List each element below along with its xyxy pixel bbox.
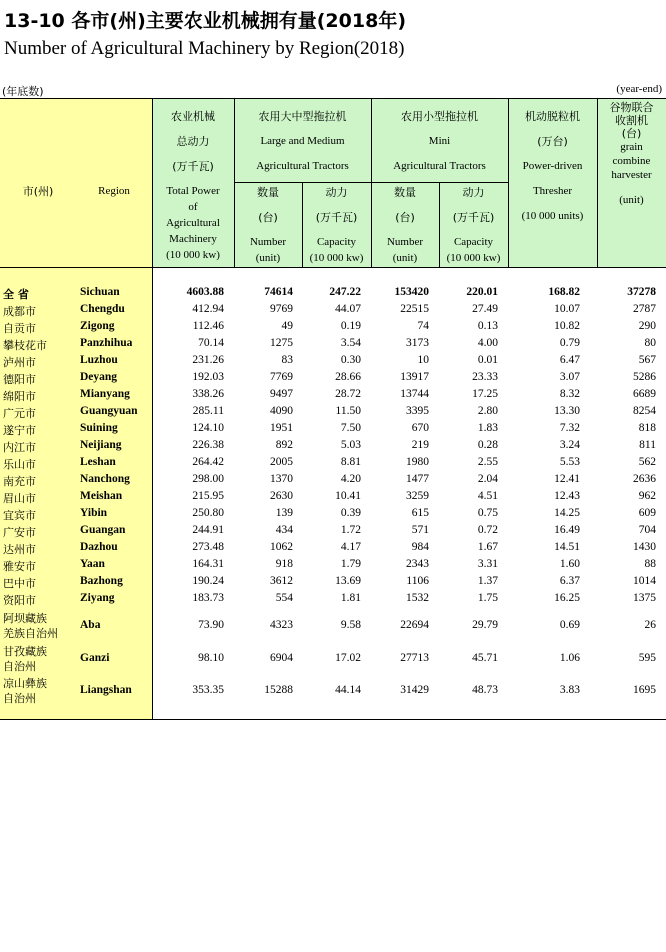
row-value: 264.42 bbox=[192, 456, 224, 468]
row-value: 6904 bbox=[270, 652, 293, 664]
row-region-en: Liangshan bbox=[80, 684, 132, 696]
row-value: 45.71 bbox=[472, 652, 498, 664]
row-value: 1.75 bbox=[477, 592, 498, 604]
row-value: 3.83 bbox=[559, 684, 580, 696]
row-value: 2005 bbox=[270, 456, 293, 468]
row-value: 2630 bbox=[270, 490, 293, 502]
row-city-cn: 自贡市 bbox=[3, 322, 36, 335]
row-city-cn: 资阳市 bbox=[3, 594, 36, 607]
row-value: 1.06 bbox=[559, 652, 580, 664]
row-city-cn: 凉山彝族 自治州 bbox=[3, 677, 47, 705]
row-region-en: Panzhihua bbox=[80, 337, 133, 349]
header-thresher: 机动脱粒机 (万台) Power-driven Thresher (10 000 units) bbox=[521, 110, 584, 222]
row-value: 17.02 bbox=[335, 652, 361, 664]
row-value: 13744 bbox=[400, 388, 429, 400]
row-value: 0.39 bbox=[340, 507, 361, 519]
header-region: Region bbox=[98, 185, 130, 197]
row-value: 892 bbox=[275, 439, 293, 451]
row-value: 3.24 bbox=[559, 439, 580, 451]
row-city-cn: 攀枝花市 bbox=[3, 339, 47, 352]
row-value: 1275 bbox=[270, 337, 293, 349]
unit-note-left: (年底数) bbox=[2, 85, 44, 98]
row-value: 44.07 bbox=[335, 303, 361, 315]
row-value: 10.07 bbox=[554, 303, 580, 315]
row-value: 8.32 bbox=[559, 388, 580, 400]
row-value: 13917 bbox=[400, 371, 429, 383]
row-value: 0.75 bbox=[477, 507, 498, 519]
row-value: 10.41 bbox=[335, 490, 361, 502]
header-large-medium-tractors: 农用大中型拖拉机 Large and Medium Agricultural Tractors bbox=[256, 110, 349, 172]
row-value: 298.00 bbox=[192, 473, 224, 485]
row-value: 3395 bbox=[406, 405, 429, 417]
row-value: 0.19 bbox=[340, 320, 361, 332]
page-title-cn: 13-10 各市(州)主要农业机械拥有量(2018年) bbox=[4, 10, 406, 32]
row-value: 609 bbox=[638, 507, 656, 519]
row-value: 37278 bbox=[627, 286, 656, 298]
row-city-cn: 内江市 bbox=[3, 441, 36, 454]
row-value: 3.54 bbox=[340, 337, 361, 349]
header-harvester: 谷物联合 收割机 (台) grain combine harvester (unit) bbox=[609, 101, 654, 206]
header-mini-capacity: 动力 (万千瓦) Capacity (10 000 kw) bbox=[446, 186, 501, 264]
row-value: 80 bbox=[644, 337, 656, 349]
row-value: 0.01 bbox=[477, 354, 498, 366]
row-value: 231.26 bbox=[192, 354, 224, 366]
unit-note-right: (year-end) bbox=[616, 83, 662, 95]
row-value: 0.72 bbox=[477, 524, 498, 536]
row-value: 7.32 bbox=[559, 422, 580, 434]
row-value: 1.81 bbox=[340, 592, 361, 604]
row-value: 1.72 bbox=[340, 524, 361, 536]
row-value: 811 bbox=[639, 439, 656, 451]
row-value: 7.50 bbox=[340, 422, 361, 434]
table-bottom-rule bbox=[0, 719, 666, 720]
row-value: 244.91 bbox=[192, 524, 224, 536]
row-city-cn: 德阳市 bbox=[3, 373, 36, 386]
row-value: 1.67 bbox=[477, 541, 498, 553]
row-value: 4.00 bbox=[477, 337, 498, 349]
row-value: 5.53 bbox=[559, 456, 580, 468]
row-value: 88 bbox=[644, 558, 656, 570]
row-value: 12.41 bbox=[554, 473, 580, 485]
row-value: 83 bbox=[281, 354, 293, 366]
row-value: 2.55 bbox=[477, 456, 498, 468]
header-lm-number: 数量 (台) Number (unit) bbox=[249, 186, 287, 264]
row-value: 273.48 bbox=[192, 541, 224, 553]
row-value: 29.79 bbox=[472, 619, 498, 631]
row-region-en: Aba bbox=[80, 619, 101, 631]
row-value: 31429 bbox=[400, 684, 429, 696]
row-value: 14.25 bbox=[554, 507, 580, 519]
row-value: 124.10 bbox=[192, 422, 224, 434]
row-value: 567 bbox=[638, 354, 656, 366]
row-value: 168.82 bbox=[548, 286, 580, 298]
row-value: 1951 bbox=[270, 422, 293, 434]
row-city-cn: 绵阳市 bbox=[3, 390, 36, 403]
row-value: 6689 bbox=[633, 388, 656, 400]
row-value: 2.04 bbox=[477, 473, 498, 485]
row-value: 1695 bbox=[633, 684, 656, 696]
row-value: 984 bbox=[411, 541, 429, 553]
row-value: 12.43 bbox=[554, 490, 580, 502]
row-value: 16.25 bbox=[554, 592, 580, 604]
row-value: 1430 bbox=[633, 541, 656, 553]
row-value: 1532 bbox=[406, 592, 429, 604]
row-value: 74 bbox=[417, 320, 429, 332]
row-value: 1062 bbox=[270, 541, 293, 553]
row-value: 74614 bbox=[264, 286, 293, 298]
row-value: 595 bbox=[638, 652, 656, 664]
row-value: 14.51 bbox=[554, 541, 580, 553]
row-value: 98.10 bbox=[198, 652, 224, 664]
divider bbox=[234, 182, 508, 183]
row-value: 215.95 bbox=[192, 490, 224, 502]
row-value: 2787 bbox=[633, 303, 656, 315]
row-region-en: Chengdu bbox=[80, 303, 125, 315]
row-value: 4.17 bbox=[340, 541, 361, 553]
row-value: 962 bbox=[638, 490, 656, 502]
row-value: 10.82 bbox=[554, 320, 580, 332]
header-bottom-rule bbox=[0, 267, 666, 268]
row-region-en: Sichuan bbox=[80, 286, 120, 298]
row-city-cn: 乐山市 bbox=[3, 458, 36, 471]
row-value: 2636 bbox=[633, 473, 656, 485]
row-value: 704 bbox=[638, 524, 656, 536]
row-value: 4.51 bbox=[477, 490, 498, 502]
row-value: 183.73 bbox=[192, 592, 224, 604]
row-value: 412.94 bbox=[192, 303, 224, 315]
row-value: 13.69 bbox=[335, 575, 361, 587]
row-value: 4090 bbox=[270, 405, 293, 417]
row-value: 48.73 bbox=[472, 684, 498, 696]
row-value: 49 bbox=[281, 320, 293, 332]
row-region-en: Guangan bbox=[80, 524, 126, 536]
row-value: 247.22 bbox=[329, 286, 361, 298]
row-value: 1.60 bbox=[559, 558, 580, 570]
row-value: 1014 bbox=[633, 575, 656, 587]
row-value: 5286 bbox=[633, 371, 656, 383]
row-value: 23.33 bbox=[472, 371, 498, 383]
row-value: 22515 bbox=[400, 303, 429, 315]
row-city-cn: 达州市 bbox=[3, 543, 36, 556]
row-region-en: Nanchong bbox=[80, 473, 130, 485]
row-value: 0.28 bbox=[477, 439, 498, 451]
row-value: 2.80 bbox=[477, 405, 498, 417]
row-value: 9.58 bbox=[340, 619, 361, 631]
row-value: 918 bbox=[275, 558, 293, 570]
row-value: 15288 bbox=[264, 684, 293, 696]
row-value: 3.31 bbox=[477, 558, 498, 570]
row-value: 0.69 bbox=[559, 619, 580, 631]
row-value: 1.37 bbox=[477, 575, 498, 587]
row-value: 70.14 bbox=[198, 337, 224, 349]
row-value: 7769 bbox=[270, 371, 293, 383]
row-value: 1980 bbox=[406, 456, 429, 468]
row-region-en: Meishan bbox=[80, 490, 123, 502]
header-mini-number: 数量 (台) Number (unit) bbox=[386, 186, 424, 264]
row-value: 434 bbox=[275, 524, 293, 536]
row-value: 192.03 bbox=[192, 371, 224, 383]
row-city-cn: 甘孜藏族 自治州 bbox=[3, 645, 47, 673]
row-region-en: Yaan bbox=[80, 558, 105, 570]
row-city-cn: 广元市 bbox=[3, 407, 36, 420]
row-region-en: Dazhou bbox=[80, 541, 118, 553]
row-region-en: Deyang bbox=[80, 371, 118, 383]
row-city-cn: 眉山市 bbox=[3, 492, 36, 505]
header-city: 市(州) bbox=[22, 185, 54, 198]
row-region-en: Leshan bbox=[80, 456, 116, 468]
row-value: 554 bbox=[275, 592, 293, 604]
row-city-cn: 雅安市 bbox=[3, 560, 36, 573]
row-value: 73.90 bbox=[198, 619, 224, 631]
row-value: 285.11 bbox=[192, 405, 224, 417]
row-value: 0.30 bbox=[340, 354, 361, 366]
row-city-cn: 泸州市 bbox=[3, 356, 36, 369]
row-value: 2343 bbox=[406, 558, 429, 570]
row-value: 44.14 bbox=[335, 684, 361, 696]
row-value: 562 bbox=[638, 456, 656, 468]
row-value: 27.49 bbox=[472, 303, 498, 315]
row-value: 28.66 bbox=[335, 371, 361, 383]
row-value: 11.50 bbox=[335, 405, 361, 417]
row-city-cn: 巴中市 bbox=[3, 577, 36, 590]
row-value: 1106 bbox=[406, 575, 429, 587]
row-value: 9769 bbox=[270, 303, 293, 315]
row-value: 112.46 bbox=[192, 320, 224, 332]
row-value: 220.01 bbox=[466, 286, 498, 298]
row-value: 13.30 bbox=[554, 405, 580, 417]
row-value: 1370 bbox=[270, 473, 293, 485]
row-value: 3612 bbox=[270, 575, 293, 587]
row-value: 190.24 bbox=[192, 575, 224, 587]
row-value: 4.20 bbox=[340, 473, 361, 485]
row-value: 8254 bbox=[633, 405, 656, 417]
row-value: 153420 bbox=[394, 286, 429, 298]
row-value: 10 bbox=[417, 354, 429, 366]
row-city-cn: 成都市 bbox=[3, 305, 36, 318]
row-value: 26 bbox=[644, 619, 656, 631]
row-value: 4323 bbox=[270, 619, 293, 631]
row-value: 615 bbox=[411, 507, 429, 519]
row-value: 164.31 bbox=[192, 558, 224, 570]
table-top-rule bbox=[0, 98, 666, 99]
row-city-cn: 广安市 bbox=[3, 526, 36, 539]
row-value: 670 bbox=[411, 422, 429, 434]
row-value: 818 bbox=[638, 422, 656, 434]
row-city-cn: 遂宁市 bbox=[3, 424, 36, 437]
row-value: 22694 bbox=[400, 619, 429, 631]
header-total-power: 农业机械 总动力 (万千瓦) Total Power of Agricultural Machinery (10 000 kw) bbox=[166, 110, 220, 261]
row-value: 16.49 bbox=[554, 524, 580, 536]
page-title-en: Number of Agricultural Machinery by Region(2018) bbox=[4, 38, 405, 59]
row-region-en: Ziyang bbox=[80, 592, 115, 604]
row-value: 290 bbox=[638, 320, 656, 332]
row-value: 3259 bbox=[406, 490, 429, 502]
row-city-cn: 阿坝藏族 羌族自治州 bbox=[3, 612, 58, 640]
row-value: 219 bbox=[411, 439, 429, 451]
row-region-en: Bazhong bbox=[80, 575, 123, 587]
row-region-en: Luzhou bbox=[80, 354, 118, 366]
row-value: 28.72 bbox=[335, 388, 361, 400]
row-region-en: Mianyang bbox=[80, 388, 130, 400]
row-value: 5.03 bbox=[340, 439, 361, 451]
row-city-cn: 南充市 bbox=[3, 475, 36, 488]
row-value: 8.81 bbox=[340, 456, 361, 468]
row-value: 0.13 bbox=[477, 320, 498, 332]
row-value: 139 bbox=[275, 507, 293, 519]
row-value: 6.37 bbox=[559, 575, 580, 587]
row-value: 226.38 bbox=[192, 439, 224, 451]
row-city-cn: 全 省 bbox=[3, 288, 29, 301]
row-value: 1375 bbox=[633, 592, 656, 604]
row-region-en: Zigong bbox=[80, 320, 115, 332]
row-region-en: Suining bbox=[80, 422, 118, 434]
row-value: 27713 bbox=[400, 652, 429, 664]
row-city-cn: 宜宾市 bbox=[3, 509, 36, 522]
header-mini-tractors: 农用小型拖拉机 Mini Agricultural Tractors bbox=[393, 110, 486, 172]
row-value: 9497 bbox=[270, 388, 293, 400]
header-lm-capacity: 动力 (万千瓦) Capacity (10 000 kw) bbox=[309, 186, 364, 264]
row-value: 571 bbox=[411, 524, 429, 536]
row-region-en: Ganzi bbox=[80, 652, 110, 664]
row-value: 17.25 bbox=[472, 388, 498, 400]
row-value: 3.07 bbox=[559, 371, 580, 383]
row-value: 353.35 bbox=[192, 684, 224, 696]
row-value: 338.26 bbox=[192, 388, 224, 400]
row-value: 3173 bbox=[406, 337, 429, 349]
row-region-en: Yibin bbox=[80, 507, 108, 519]
row-value: 1.83 bbox=[477, 422, 498, 434]
row-value: 4603.88 bbox=[186, 286, 224, 298]
row-value: 250.80 bbox=[192, 507, 224, 519]
row-value: 6.47 bbox=[559, 354, 580, 366]
row-value: 1.79 bbox=[340, 558, 361, 570]
row-region-en: Guangyuan bbox=[80, 405, 138, 417]
row-value: 1477 bbox=[406, 473, 429, 485]
row-value: 0.79 bbox=[559, 337, 580, 349]
row-region-en: Neijiang bbox=[80, 439, 122, 451]
